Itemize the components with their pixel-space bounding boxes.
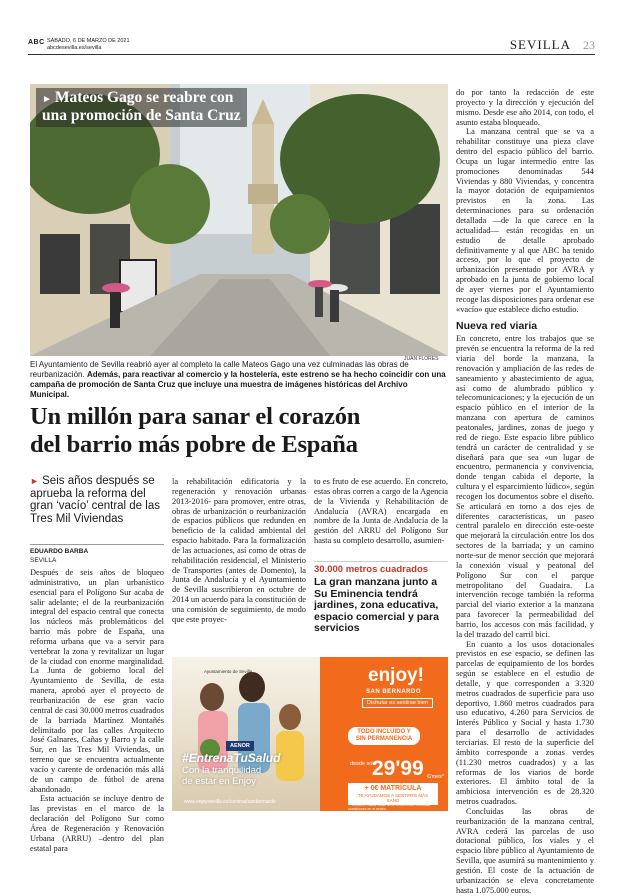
deck-text: Seis años después se aprueba la reforma del gran ‘vacío’ central de las Tres Mil Viviendas <box>30 475 160 525</box>
masthead-brand: ABC <box>28 39 45 46</box>
paragraph: En concreto, entre los trabajos que se prevén se encuentra la reforma de la red viaria del borde la manzana, la renovación y ampliación de las redes de saneamiento y abastecimiento de agua, así como de alumbrado público y telecomunicaciones; y la ejecución de un espacio público en el interior de la manzana con apertura de caminos peatonales, jardines, zonas de juego y red de riego. Este espacio libre público tendrá un carácter de centralidad y se diseñará para que sea «un lugar de encuentro, permanencia y convivencia, donde tengan cabida el deporte, la cultura y el esparcimiento lúdico», según recogen los documentos sobre el diseño. Se articulará en torno a dos ejes de diferentes características, un paseo central paralelo en dirección este-oeste que mejorará la circulación entre los dos sectores de la barriada; y un camino norte-sur de menor sección que mejorará la conexión visual y peatonal del Polígono Sur con el parque metropolitano del Guadaira. La intervención recoge también la reforma parcial del viario exterior a la manzana para favorecer la permeabilidad del barrio, los accesos con más facilidad, y la del trazado del carril bici. <box>456 334 594 639</box>
paragraph: la rehabilitación edificatoria y la regeneración y renovación urbanas 2013-2016- para promover, entre otras, obras de urbanización o reurbanización de espacios públicos que redunden en beneficio de la calidad ambiental del espacio habitado. Para la formalización de las actuaciones, así como de otras de rehabilitación residencial, el Ministerio de Transportes (antes de Domento), la Junta de Andalucía y el Ayuntamiento de Sevilla suscribieron en octubre de 2014 un acuerdo para la constitución de una comisión de seguimiento, de modo que este proyec- <box>172 477 306 624</box>
paragraph: to es fruto de ese acuerdo. En concreto, estas obras corren a cargo de la Agencia de la Vivienda y Rehabilitación de Andalucía (AVRA) encargada en nombre de la Junta de Andalucía de la gestión del ARRU del Polígono Sur hasta su completo desarrollo, asumien- <box>314 477 449 546</box>
triangle-bullet-icon: ► <box>42 94 52 105</box>
byline-rule <box>30 544 164 545</box>
ad-footnote: *Promoción válida hasta fin de existencias. Consultar condiciones en el centro. <box>348 803 431 811</box>
photo-title-line1: Mateos Gago se reabre con <box>54 89 234 106</box>
ad-included-badge: TODO INCLUIDO Y SIN PERMANENCIA <box>348 727 420 745</box>
ad-price-from: desde solo <box>350 761 377 767</box>
subhead-title: La gran manzana junto a Su Eminencia tendrá jardines, zona educativa, espacio comercial y para servicios <box>314 576 439 634</box>
body-column-1 <box>30 568 164 853</box>
paragraph: do por tanto la redacción de este proyecto y la dirección y ejecución del mismo. Desde ese año 2014, con todo, el asunto estaba bloqueado. <box>456 88 594 127</box>
body-column-2 <box>172 477 306 625</box>
photo-credit: JUAN FLORES <box>404 356 439 362</box>
ad-plus-small: TE AYUDAMOS A SENTIRTE MÁS SANO <box>357 793 429 803</box>
photo-title-line2: una promoción de Santa Cruz <box>42 107 241 124</box>
body-column-3 <box>314 477 448 546</box>
ad-price-unit: €/mes* <box>427 774 445 780</box>
page-number: 23 <box>583 38 595 52</box>
ad-registration-offer <box>348 783 438 805</box>
subhead-box <box>314 561 448 635</box>
paragraph: Después de seis años de bloqueo administrativo, un plan urbanístico esencial para el Polígono Sur acaba de salir adelante; el de la reurbanización integral del espacio central que conecta los núcleos más problemáticos del barrio más pobre de España, una reforma urbana que va a servir para vertebrar la zona y revitalizar un lugar de la ciudad con enorme marginalidad. La Junta de gobierno local del Ayuntamiento de Sevilla, de esta manera, aprobó ayer el proyecto de reurbanización de ese gran vacío central de casi 30.000 metros cuadrados de la barriada Martínez Montañés delimitado por las calles Arquitecto José Galnares, Cañas y Barro y la calle Sur, en las Tres Mil Viviendas, un terreno que se encuentra actualmente vacío y carente de ordenación más allá de un campo de fútbol de arena abandonado. <box>30 568 164 794</box>
ad-center-name: SAN BERNARDO <box>366 689 422 695</box>
photo-title <box>36 88 247 127</box>
advertisement[interactable] <box>172 657 448 811</box>
ad-tagline-1: Con la tranquilidad <box>182 765 262 776</box>
byline <box>30 544 164 564</box>
headline <box>30 403 450 459</box>
ad-slogan: Disfrutar es sentirse bien <box>362 698 433 708</box>
ad-plus-text: + 0€ MATRÍCULA <box>364 785 422 792</box>
intertitle: Nueva red viaria <box>456 320 538 333</box>
ad-photo <box>172 657 320 811</box>
byline-place: SEVILLA <box>30 557 57 564</box>
ad-price: 29'99 <box>372 757 424 780</box>
subhead-kicker: 30.000 metros cuadrados <box>314 561 448 575</box>
ad-tagline-2: de estar en Enjoy <box>182 776 256 787</box>
caption-plain: El Ayuntamiento de Sevilla reabrió ayer al completo la calle Mateos Gago una vez culminadas las obras de reurbanización. <box>30 360 409 379</box>
headline-line2: del barrio más pobre de España <box>30 431 358 458</box>
ad-hashtag: #EntrenaTuSalud <box>182 751 281 765</box>
body-column-4 <box>456 88 594 896</box>
aenor-badge: AENOR <box>226 741 254 751</box>
ad-brand-logo: enjoy! <box>368 665 424 686</box>
ad-small-text: Ayuntamiento de Sevilla <box>204 669 253 674</box>
triangle-bullet-icon: ► <box>30 476 39 486</box>
masthead-rule <box>28 54 595 55</box>
paragraph: En cuanto a los usos dotacionales previstos en ese espacio, se definen las parcelas de equipamiento de los bordes según se establece en el estudio de detalle, y que corresponden a 3.320 metros cuadrados de superficie para uso deportivo, 1.860 metros cuadrados para uso educativo, 4.260 para Servicios de Interés Público y Social y hasta 1.730 para el desarrollo de actividades terciarias. El resto de la superficie del ámbito corresponde a zonas verdes (11.230 metros cuadrados) y a las reformas de los viarios de borde exteriores. El ámbito total de la ambiciosa intervención es de 28.320 metros cuadrados. <box>456 639 594 807</box>
paragraph: Esta actuación se incluye dentro de las previstas en el marco de la declaración del Polígono Sur como Área de Regeneración y Renovación Urbana (ARRU) –dentro del plan estatal para <box>30 794 164 853</box>
caption-bold: Además, para reactivar al comercio y la hostelería, este estreno se ha hecho coincidir con una campaña de promoción de Santa Cruz que incluye una muestra de imágenes históricas del Archivo Municipal. <box>30 370 446 399</box>
headline-line1: Un millón para sanar el corazón <box>30 403 361 430</box>
ad-url[interactable]: www.enjoysevilla.es/centros/sanbernardo <box>184 799 276 805</box>
masthead-email: abcdesevilla.es/sevilla <box>47 45 102 51</box>
paragraph: La manzana central que se va a rehabilitar constituye una pieza clave dentro del espacio público del barrio. Ocupa un lugar intermedio entre las promociones denominadas 544 Viviendas y 880 Viviendas, y concentra la mayor dotación de equipamientos previstos en la zona. Las determinaciones para su ordenación detallada —de la que carece en la actualidad— están recogidas en un estudio de detalle aprobado definitivamente y al que ABC ha tenido acceso, por lo que el proyecto de urbanización presentado por AVRA y aprobado en la junta de gobierno local de ayer viernes por el Ayuntamiento recoge las disposiciones para ordenar ese «vacío» que establece dicho estudio. <box>456 127 594 314</box>
masthead-date: SÁBADO, 6 DE MARZO DE 2021 <box>47 38 130 44</box>
photo-caption <box>30 360 448 400</box>
byline-name: EDUARDO BARBA <box>30 548 89 555</box>
ad-people-illustration <box>172 657 320 811</box>
masthead <box>28 37 595 55</box>
deck <box>30 475 164 525</box>
paragraph: Concluidas las obras de reurbanización de la manzana central, AVRA cederá las parcelas de uso dotacional público, los viales y el espacio libre público al Ayuntamiento de Sevilla, que asumirá su mantenimiento y gestión. El coste de la actuación de urbanización se eleva concretamente hasta 1.075.000 euros. <box>456 806 594 895</box>
section-name: SEVILLA <box>509 37 571 52</box>
street-photo <box>30 84 448 356</box>
ad-tagline <box>182 765 261 787</box>
